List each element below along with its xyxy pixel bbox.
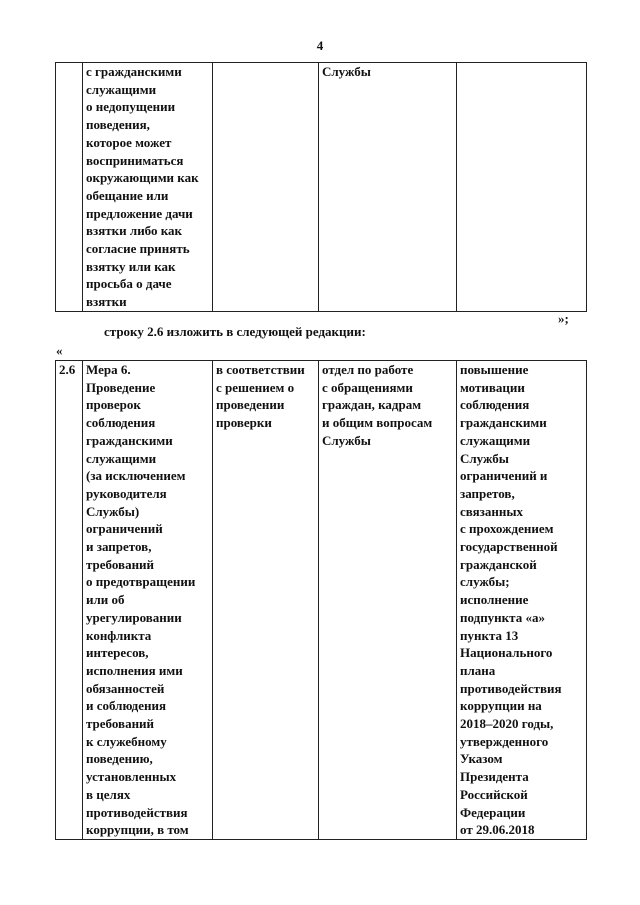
cell-responsible bbox=[319, 361, 457, 840]
cell-text-line: установленных bbox=[86, 769, 177, 785]
cell-text-line: согласие принять bbox=[86, 241, 190, 257]
cell-text-line: Службы bbox=[460, 450, 509, 466]
cell-text-line: и соблюдения bbox=[86, 698, 167, 714]
cell-text-line: служащими bbox=[86, 81, 157, 97]
cell-text-line: поведению, bbox=[86, 751, 153, 767]
cell-text-line: ограничений bbox=[86, 521, 163, 537]
cell-text-line: в целях bbox=[86, 786, 131, 802]
instruction-text: строку 2.6 изложить в следующей редакции: bbox=[104, 324, 366, 339]
cell-text-line: гражданской bbox=[460, 556, 537, 572]
cell-text-line: с прохождением bbox=[460, 521, 554, 537]
cell-text-line: граждан, кадрам bbox=[322, 397, 422, 413]
cell-text-line: утвержденного bbox=[460, 733, 549, 749]
cell-result bbox=[457, 361, 587, 840]
cell-text-line: запретов, bbox=[460, 485, 515, 501]
cell-text-line: обязанностей bbox=[86, 680, 165, 696]
cell-text-line: проверок bbox=[86, 397, 141, 413]
cell-text-line: исполнения ими bbox=[86, 662, 183, 678]
cell-text-line: окружающими как bbox=[86, 170, 199, 186]
cell-text-line: гражданскими bbox=[460, 415, 547, 431]
cell-text-line: проведении bbox=[216, 397, 285, 413]
cell-text-line: (за исключением bbox=[86, 468, 186, 484]
cell-text-line: мотивации bbox=[460, 379, 525, 395]
cell-text-line: проверки bbox=[216, 415, 272, 431]
cell-responsible bbox=[319, 63, 457, 312]
table-row bbox=[56, 63, 587, 312]
cell-lines bbox=[216, 361, 315, 432]
cell-deadline bbox=[213, 361, 319, 840]
cell-text-line: ограничений и bbox=[460, 468, 548, 484]
cell-text-line: или об bbox=[86, 592, 125, 608]
cell-measure bbox=[83, 63, 213, 312]
cell-text-line: к служебному bbox=[86, 733, 167, 749]
opening-quote: « bbox=[56, 343, 63, 358]
cell-text-line: руководителя bbox=[86, 485, 167, 501]
cell-text-line: отдел по работе bbox=[322, 362, 414, 377]
cell-number bbox=[56, 63, 83, 312]
cell-text-line: о предотвращении bbox=[86, 574, 196, 590]
cell-text-line: Службы bbox=[322, 64, 371, 79]
cell-text-line: службы; bbox=[460, 574, 510, 590]
cell-lines bbox=[59, 361, 79, 379]
cell-text-line: Федерации bbox=[460, 804, 526, 820]
cell-text-line: коррупции, в том bbox=[86, 822, 189, 838]
cell-text-line: гражданскими bbox=[86, 432, 173, 448]
cell-lines bbox=[86, 63, 209, 311]
cell-text-line: предложение дачи bbox=[86, 205, 193, 221]
cell-text-line: и общим вопросам bbox=[322, 415, 433, 431]
cell-lines bbox=[86, 361, 209, 839]
cell-text-line: требований bbox=[86, 556, 155, 572]
cell-text-line: государственной bbox=[460, 539, 558, 555]
cell-lines bbox=[460, 361, 583, 839]
cell-text-line: повышение bbox=[460, 362, 529, 377]
cell-text-line: о недопущении bbox=[86, 99, 176, 115]
cell-text-line: от 29.06.2018 bbox=[460, 822, 535, 838]
cell-text-line: Российской bbox=[460, 786, 528, 802]
cell-text-line: восприниматься bbox=[86, 152, 184, 168]
cell-text-line: служащими bbox=[86, 450, 157, 466]
cell-lines bbox=[322, 63, 453, 81]
cell-lines bbox=[322, 361, 453, 450]
closing-quote: »; bbox=[558, 311, 569, 326]
cell-text-line: 2.6 bbox=[59, 362, 76, 377]
cell-text-line: Национального bbox=[460, 645, 553, 661]
cell-text-line: и запретов, bbox=[86, 539, 152, 555]
cell-text-line: коррупции на bbox=[460, 698, 542, 714]
cell-result bbox=[457, 63, 587, 312]
cell-text-line: Указом bbox=[460, 751, 503, 767]
cell-text-line: в соответствии bbox=[216, 362, 305, 377]
cell-text-line: связанных bbox=[460, 503, 524, 519]
cell-text-line: взятку или как bbox=[86, 258, 176, 274]
cell-text-line: поведения, bbox=[86, 117, 150, 133]
cell-text-line: соблюдения bbox=[460, 397, 530, 413]
cell-text-line: просьба о даче bbox=[86, 276, 172, 292]
cell-text-line: урегулировании bbox=[86, 609, 182, 625]
table-new-row bbox=[55, 360, 587, 840]
cell-text-line: плана bbox=[460, 662, 496, 678]
cell-text-line: 2018–2020 годы, bbox=[460, 716, 554, 732]
cell-text-line: взятки либо как bbox=[86, 223, 183, 239]
cell-text-line: подпункта «а» bbox=[460, 609, 545, 625]
cell-text-line: исполнение bbox=[460, 592, 529, 608]
cell-text-line: обещание или bbox=[86, 187, 169, 203]
cell-text-line: Службы bbox=[322, 432, 371, 448]
cell-text-line: противодействия bbox=[86, 804, 188, 820]
cell-text-line: с обращениями bbox=[322, 379, 413, 395]
cell-number bbox=[56, 361, 83, 840]
cell-text-line: взятки bbox=[86, 294, 127, 310]
page-number: 4 bbox=[316, 38, 324, 53]
cell-text-line: конфликта bbox=[86, 627, 152, 643]
cell-text-line: служащими bbox=[460, 432, 531, 448]
cell-deadline bbox=[213, 63, 319, 312]
table-continued bbox=[55, 62, 587, 312]
cell-text-line: Мера 6. bbox=[86, 362, 131, 377]
table-row bbox=[56, 361, 587, 840]
cell-text-line: Службы) bbox=[86, 503, 140, 519]
cell-text-line: Проведение bbox=[86, 379, 156, 395]
cell-text-line: противодействия bbox=[460, 680, 562, 696]
cell-text-line: с гражданскими bbox=[86, 64, 182, 79]
cell-text-line: Президента bbox=[460, 769, 529, 785]
cell-text-line: интересов, bbox=[86, 645, 149, 661]
cell-text-line: с решением о bbox=[216, 379, 295, 395]
cell-text-line: соблюдения bbox=[86, 415, 156, 431]
cell-text-line: требований bbox=[86, 716, 155, 732]
cell-measure bbox=[83, 361, 213, 840]
cell-text-line: пункта 13 bbox=[460, 627, 519, 643]
cell-text-line: которое может bbox=[86, 134, 172, 150]
